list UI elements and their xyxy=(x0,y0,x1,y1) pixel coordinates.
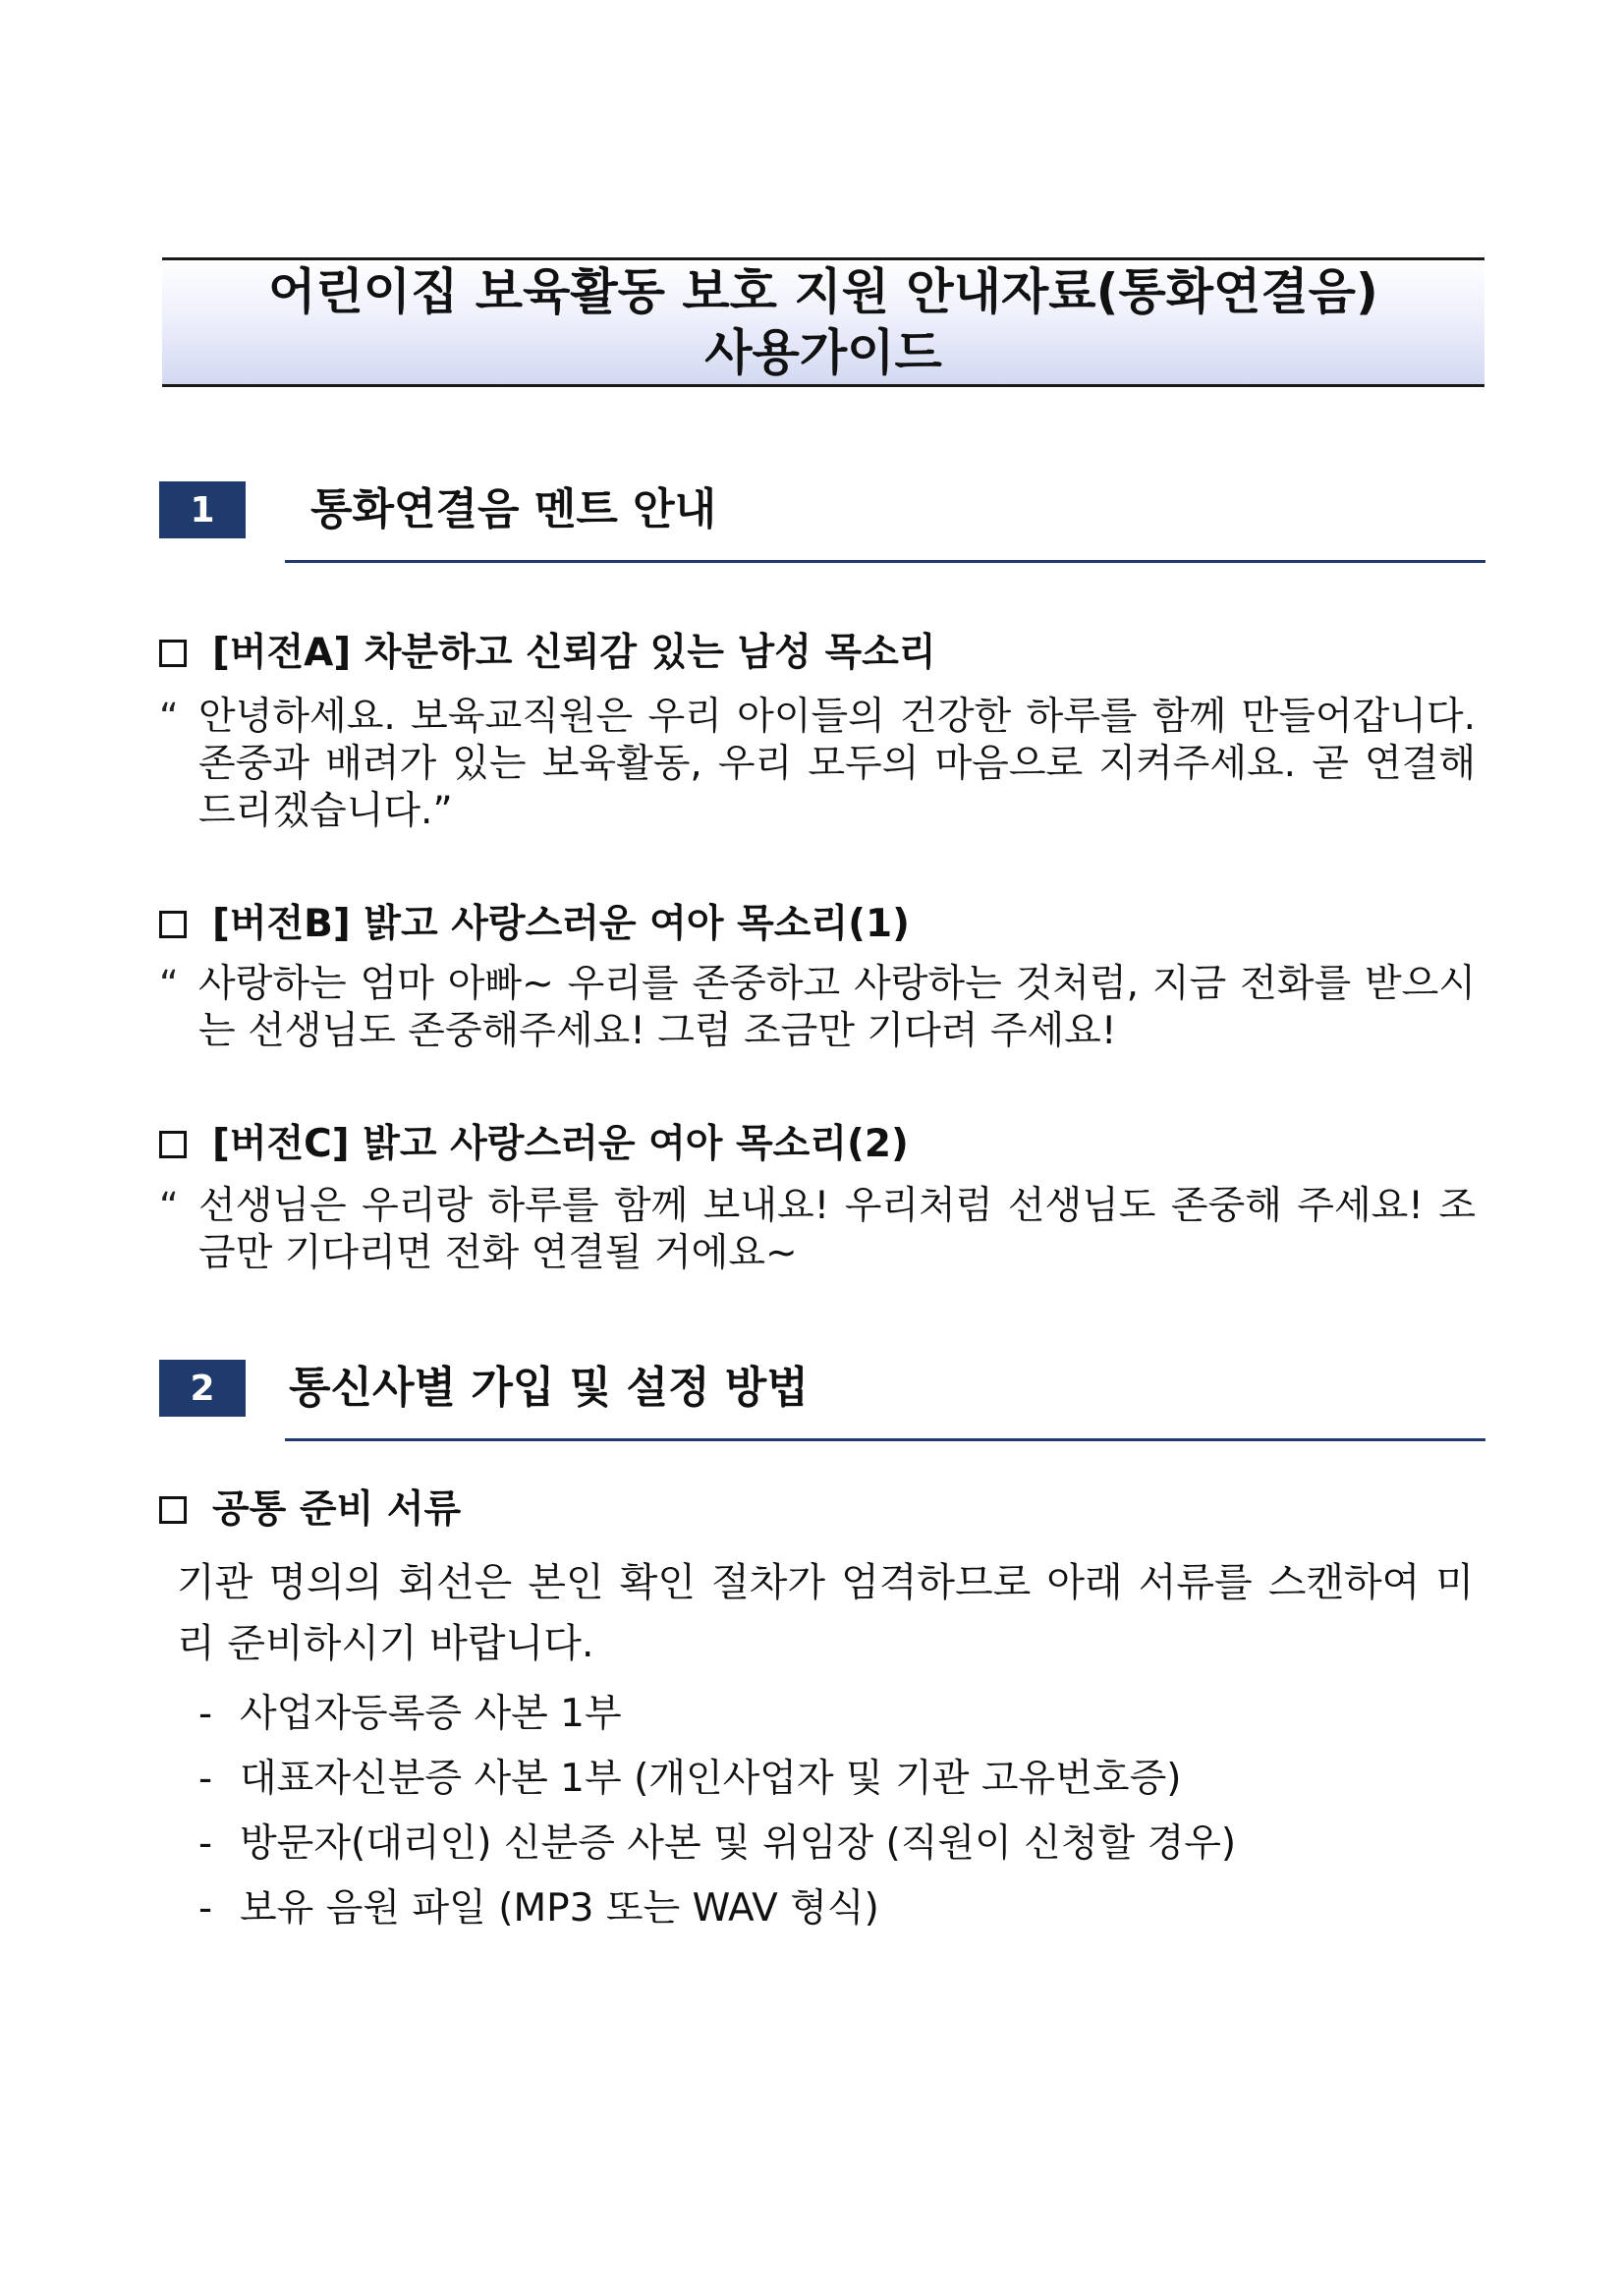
document-title-box xyxy=(162,257,1484,387)
section-1-header xyxy=(159,481,1485,550)
common-documents-intro: 기관 명의의 회선은 본인 확인 절차가 엄격하므로 아래 서류를 스캔하여 미리 준비하시기 바랍니다. xyxy=(177,1560,1474,1666)
checkbox-icon xyxy=(159,1131,187,1158)
version-b-heading xyxy=(159,900,910,949)
version-a-quote: 안녕하세요. 보육교직원은 우리 아이들의 건강한 하루를 함께 만들어갑니다. 존중과 배려가 있는 보육활동, 우리 모두의 마음으로 지켜주세요. 곧 연결해 드리겠습니다.” xyxy=(198,695,1476,833)
list-marker: - xyxy=(198,1821,213,1866)
version-b-quote: 사랑하는 엄마 아빠~ 우리를 존중하고 사랑하는 것처럼, 지금 전화를 받으시는 선생님도 존중해주세요! 그럼 조금만 기다려 주세요! xyxy=(198,962,1476,1053)
list-item xyxy=(198,1812,1236,1876)
list-marker: - xyxy=(198,1692,213,1736)
section-divider xyxy=(285,560,1485,563)
section-number-badge: 1 xyxy=(159,481,246,538)
list-item xyxy=(198,1747,1236,1812)
list-item-text: 대표자신분증 사본 1부 (개인사업자 및 기관 고유번호증) xyxy=(240,1757,1182,1801)
checkbox-icon xyxy=(159,640,187,667)
version-b-label: [버전B] 밝고 사랑스러운 여아 목소리(1) xyxy=(212,902,910,946)
list-item-text: 방문자(대리인) 신분증 사본 및 위임장 (직원이 신청할 경우) xyxy=(240,1821,1237,1866)
version-a-label: [버전A] 차분하고 신뢰감 있는 남성 목소리 xyxy=(212,631,936,675)
document-title: 어린이집 보육활동 보호 지원 안내자료(통화연결음) xyxy=(268,263,1378,320)
section-divider xyxy=(285,1438,1485,1441)
version-c-quote: 선생님은 우리랑 하루를 함께 보내요! 우리처럼 선생님도 존중해 주세요! 조금만 기다리면 전화 연결될 거에요~ xyxy=(198,1184,1476,1275)
list-marker: - xyxy=(198,1757,213,1801)
checkbox-icon xyxy=(159,911,187,938)
list-item xyxy=(198,1682,1236,1747)
list-item xyxy=(198,1876,1236,1941)
version-a-heading xyxy=(159,629,936,678)
common-documents-heading xyxy=(159,1485,461,1535)
quote-mark: “ xyxy=(159,1185,179,1228)
document-subtitle: 사용가이드 xyxy=(704,324,942,381)
section-number-badge: 2 xyxy=(159,1360,246,1417)
quote-mark: “ xyxy=(159,963,179,1006)
quote-mark: “ xyxy=(159,696,179,739)
checkbox-icon xyxy=(159,1496,187,1524)
required-documents-list xyxy=(198,1682,1236,1941)
list-item-text: 사업자등록증 사본 1부 xyxy=(240,1692,622,1736)
version-c-label: [버전C] 밝고 사랑스러운 여아 목소리(2) xyxy=(212,1122,909,1166)
section-1-title: 통화연결음 멘트 안내 xyxy=(310,484,717,534)
section-2-header xyxy=(159,1360,1485,1428)
list-marker: - xyxy=(198,1886,213,1931)
list-item-text: 보유 음원 파일 (MP3 또는 WAV 형식) xyxy=(240,1886,879,1931)
common-documents-label: 공통 준비 서류 xyxy=(212,1487,462,1532)
version-c-heading xyxy=(159,1120,909,1169)
section-2-title: 통신사별 가입 및 설정 방법 xyxy=(289,1363,809,1413)
